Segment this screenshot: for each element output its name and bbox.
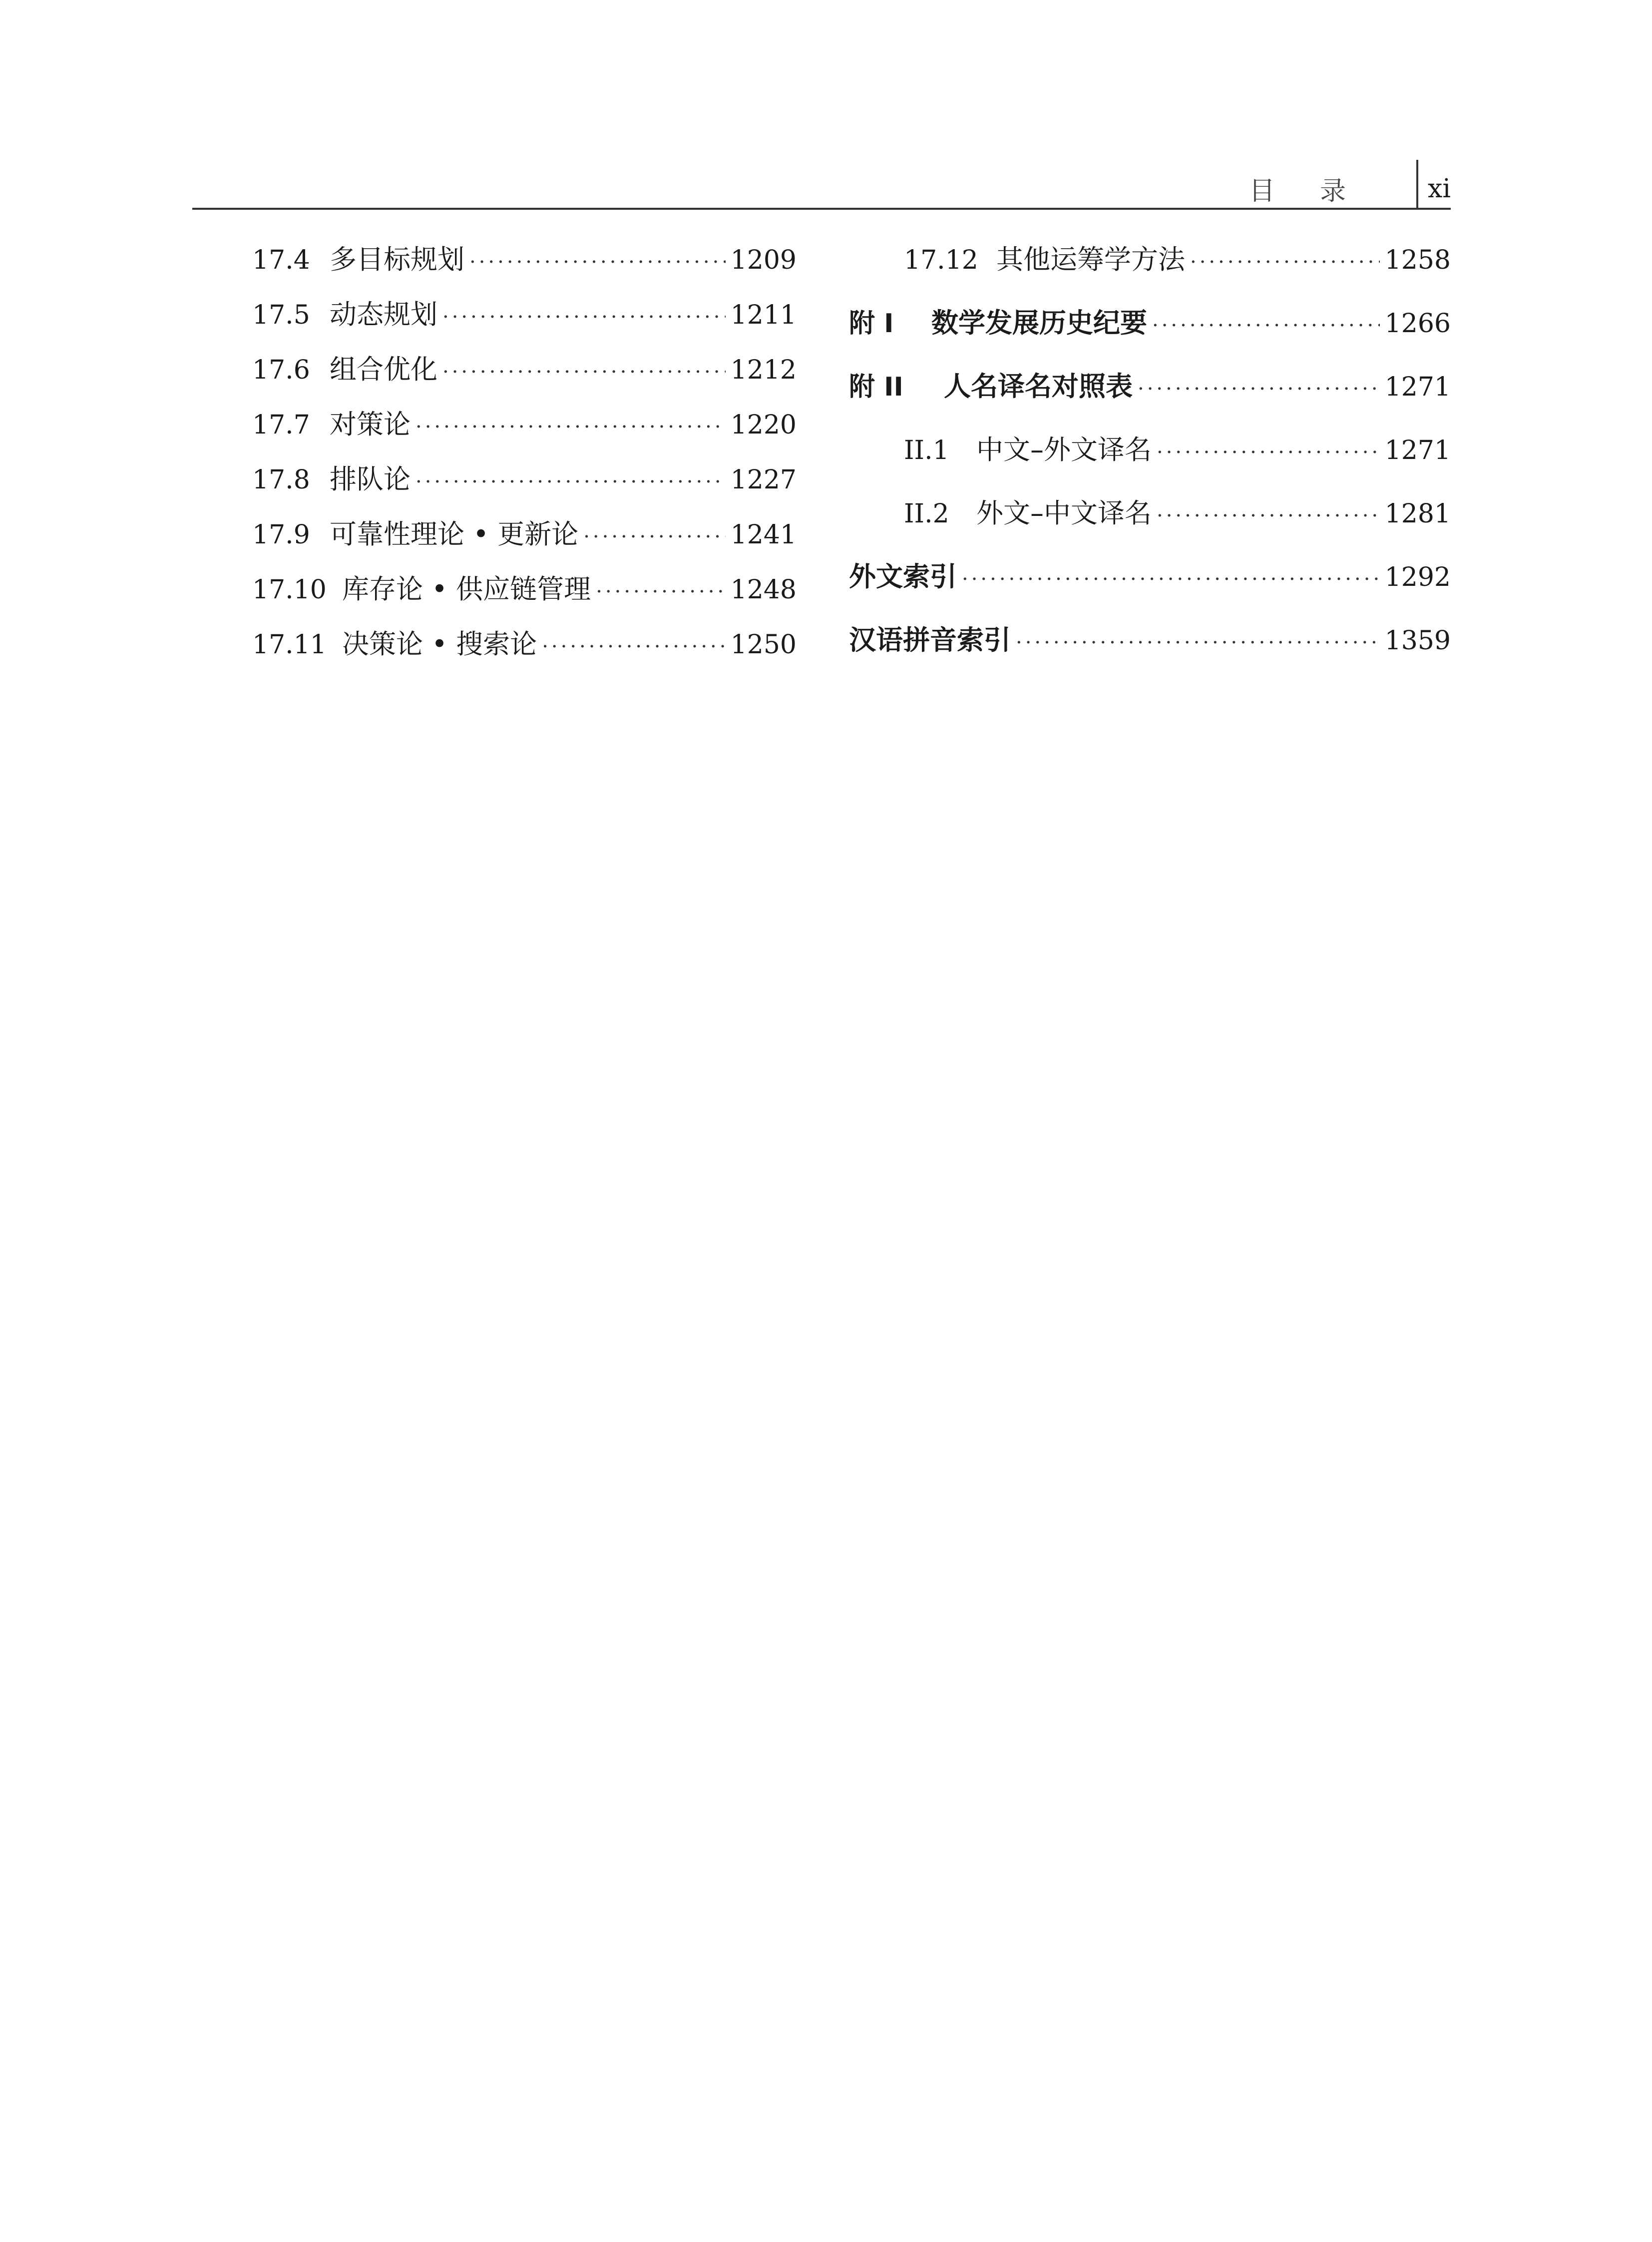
toc-entry-number: II.1: [904, 436, 949, 465]
toc-entry[interactable]: [252, 410, 797, 464]
toc-entry-title: 人名译名对照表: [944, 371, 1133, 402]
toc-entry-page: 1220: [730, 410, 797, 440]
toc-dot-leader: [1157, 501, 1380, 531]
toc-entry-title: 排队论: [330, 463, 411, 495]
toc-entry[interactable]: [252, 300, 797, 355]
toc-entry-number: II.2: [904, 499, 949, 529]
toc-entry[interactable]: [252, 574, 797, 629]
toc-entry[interactable]: [252, 629, 797, 684]
toc-dot-leader: [1190, 247, 1380, 277]
toc-entry-page: 1212: [730, 355, 797, 385]
toc-entry-number: 17.11: [252, 630, 327, 660]
toc-dot-leader: [1138, 374, 1380, 404]
toc-entry[interactable]: [252, 464, 797, 519]
toc-entry-page: 1359: [1384, 626, 1451, 656]
toc-entry-index[interactable]: [849, 625, 1451, 689]
toc-entry-title: 外文索引: [849, 561, 957, 592]
toc-entry-page: 1250: [730, 630, 797, 660]
page-number: xi: [1428, 174, 1451, 204]
toc-entry-title: 其他运筹学方法: [996, 244, 1185, 275]
page-header: [192, 150, 1451, 210]
toc-dot-leader: [469, 247, 726, 277]
toc-entry-page: 1258: [1384, 245, 1451, 275]
toc-entry-number: 17.12: [904, 245, 978, 275]
toc-entry-title: 多目标规划: [330, 244, 464, 275]
toc-entry-page: 1271: [1384, 372, 1451, 402]
toc-entry-title: 中文–外文译名: [976, 434, 1152, 465]
toc-entry-number: 17.7: [252, 410, 310, 440]
toc-entry-number: 17.10: [252, 575, 327, 605]
running-header-title: 目录: [1248, 176, 1391, 206]
toc-entry-title: 汉语拼音索引: [849, 624, 1011, 656]
toc-right-column: [849, 245, 1451, 689]
toc-entry[interactable]: [849, 245, 1451, 308]
toc-dot-leader: [542, 632, 725, 662]
header-divider: [1416, 160, 1418, 210]
toc-entry-title: 动态规划: [330, 299, 437, 330]
toc-entry[interactable]: [849, 498, 1451, 562]
toc-entry-title: 对策论: [330, 409, 411, 440]
toc-entry-title: 库存论 • 供应链管理: [342, 573, 591, 605]
toc-entry-number: 17.6: [252, 355, 310, 385]
toc-dot-leader: [442, 302, 726, 332]
toc-entry-appendix[interactable]: [849, 372, 1451, 435]
toc-entry-appendix[interactable]: [849, 308, 1451, 372]
toc-dot-leader: [415, 467, 726, 497]
toc-dot-leader: [583, 522, 725, 552]
toc-entry-page: 1292: [1384, 562, 1451, 592]
toc-entry-number: 17.4: [252, 245, 310, 275]
toc-entry-number: 17.8: [252, 465, 310, 495]
toc-entry-number: 附 II: [849, 372, 903, 402]
toc-entry-page: 1209: [730, 245, 797, 275]
toc-dot-leader: [415, 412, 726, 442]
header-rule: [192, 208, 1451, 210]
toc-entry-page: 1227: [730, 465, 797, 495]
toc-dot-leader: [962, 564, 1380, 594]
toc-dot-leader: [1157, 438, 1380, 467]
toc-entry[interactable]: [252, 519, 797, 574]
toc-entry-page: 1271: [1384, 436, 1451, 465]
toc-entry-number: 17.9: [252, 520, 310, 550]
toc-entry[interactable]: [849, 435, 1451, 498]
toc-entry[interactable]: [252, 245, 797, 300]
toc-entry-page: 1266: [1384, 309, 1451, 339]
toc-entry-page: 1211: [730, 300, 797, 330]
toc-dot-leader: [596, 577, 725, 607]
toc-entry-page: 1281: [1384, 499, 1451, 529]
toc-entry-title: 数学发展历史纪要: [931, 307, 1147, 339]
toc-dot-leader: [1016, 628, 1380, 658]
toc-entry[interactable]: [252, 355, 797, 410]
toc-entry-page: 1248: [730, 575, 797, 605]
toc-dot-leader: [1152, 311, 1380, 341]
toc-entry-title: 可靠性理论 • 更新论: [330, 518, 579, 550]
toc-entry-title: 决策论 • 搜索论: [342, 628, 537, 660]
toc-entry-number: 17.5: [252, 300, 310, 330]
toc-entry-title: 组合优化: [330, 354, 437, 385]
toc-left-column: [252, 245, 797, 684]
toc-entry-number: 附 I: [849, 309, 894, 339]
toc-dot-leader: [442, 357, 726, 387]
toc-entry-index[interactable]: [849, 562, 1451, 625]
toc-entry-title: 外文–中文译名: [976, 497, 1152, 529]
toc-entry-page: 1241: [730, 520, 797, 550]
